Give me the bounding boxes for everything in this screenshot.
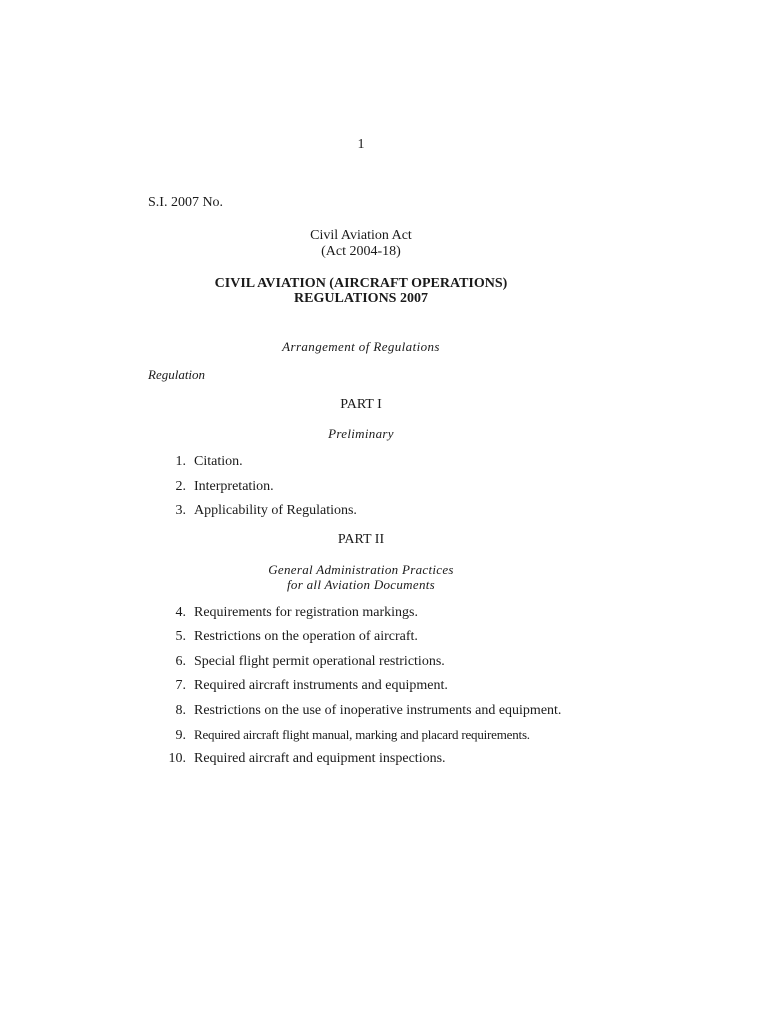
regulations-title-line-1: CIVIL AVIATION (AIRCRAFT OPERATIONS) [214, 276, 508, 291]
toc-item-number: 10. [168, 751, 186, 766]
act-title: Civil Aviation Act [310, 228, 412, 243]
toc-item-number: 2. [175, 479, 186, 494]
toc-item-text: Requirements for registration markings. [194, 605, 418, 620]
regulations-title-line-2: REGULATIONS 2007 [294, 291, 428, 306]
toc-item [148, 454, 243, 470]
part-subheading [0, 562, 722, 592]
toc-item-number: 3. [175, 503, 186, 518]
part-subheading [0, 426, 722, 441]
part-heading: PART I [340, 397, 382, 412]
toc-item [148, 703, 561, 719]
toc-item-number: 6. [175, 654, 186, 669]
toc-item-text: Applicability of Regulations. [194, 503, 357, 518]
toc-item [148, 678, 448, 694]
toc-item-number: 4. [175, 605, 186, 620]
toc-item-text: Special flight permit operational restrictions. [194, 654, 445, 669]
toc-item [148, 727, 530, 744]
toc-item [148, 479, 274, 495]
regulation-column-label: Regulation [148, 367, 206, 382]
act-number: (Act 2004-18) [321, 244, 401, 259]
toc-item [148, 629, 418, 645]
toc-item-text: Restrictions on the operation of aircraft. [194, 629, 418, 644]
toc-item [148, 751, 446, 767]
arrangement-heading: Arrangement of Regulations [282, 339, 440, 354]
toc-item-text: Restrictions on the use of inoperative instruments and equipment. [194, 703, 562, 718]
toc-item-text: Required aircraft and equipment inspections. [194, 751, 446, 766]
statutory-instrument-number: S.I. 2007 No. [148, 195, 224, 210]
part-heading: PART II [337, 532, 385, 547]
regulations-title [0, 276, 722, 306]
toc-item-number: 8. [175, 703, 186, 718]
toc-item-text: Required aircraft flight manual, marking and placard requirements. [194, 727, 530, 742]
toc-item-number: 7. [175, 678, 186, 693]
part-subheading-line: General Administration Practices [268, 562, 454, 577]
toc-item-number: 9. [175, 728, 186, 743]
toc-item [148, 654, 445, 670]
toc-item-text: Citation. [194, 454, 243, 469]
toc-item-number: 1. [175, 454, 186, 469]
toc-item-text: Interpretation. [194, 479, 274, 494]
toc-item-number: 5. [175, 629, 186, 644]
toc-item [148, 605, 418, 621]
toc-item [148, 503, 357, 519]
part-subheading-line: Preliminary [328, 426, 394, 441]
toc-item-text: Required aircraft instruments and equipment. [194, 678, 448, 693]
part-subheading-line: for all Aviation Documents [286, 577, 436, 592]
page-number: 1 [357, 137, 365, 152]
